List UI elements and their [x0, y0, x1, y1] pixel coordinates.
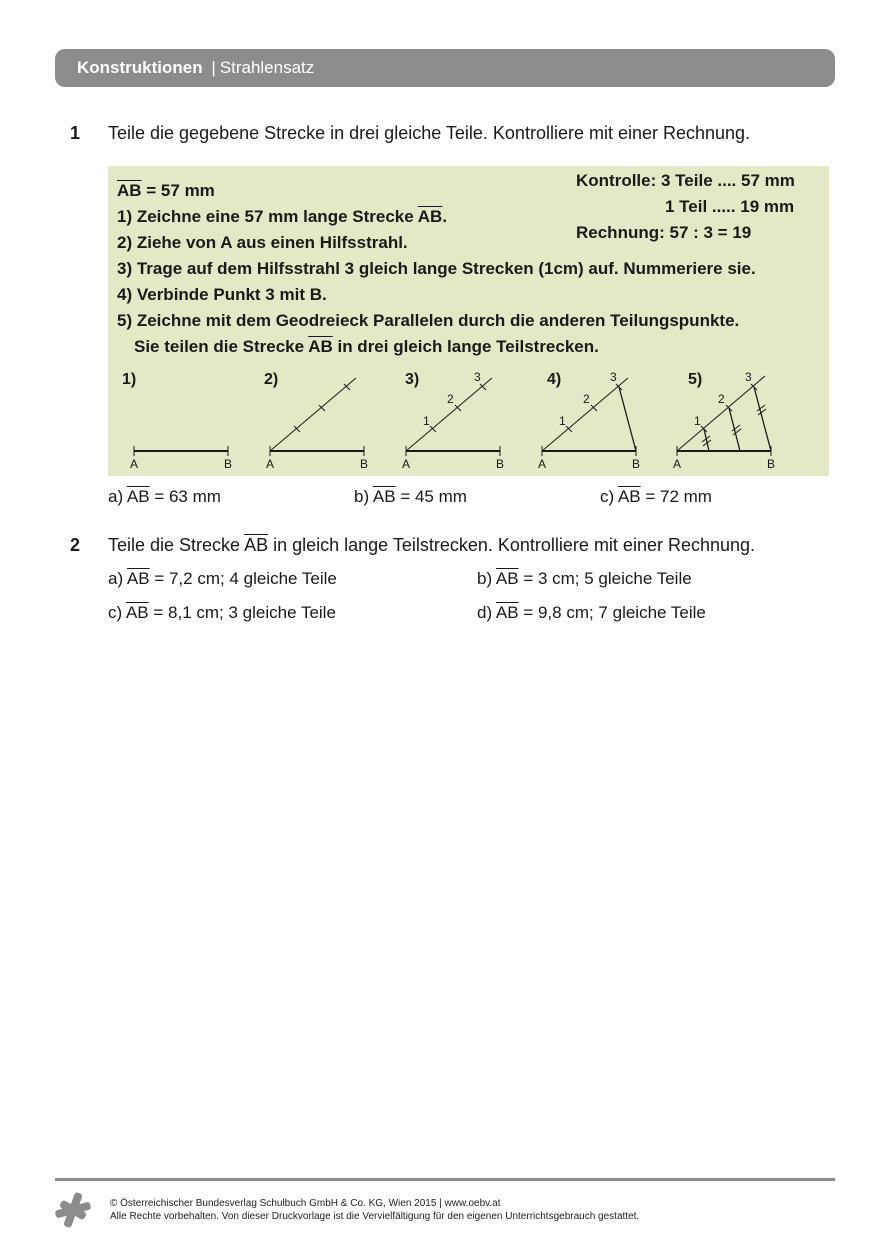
d2-point-a: A — [266, 457, 275, 471]
diagram-3 — [406, 378, 500, 456]
diagram-label-4: 4) — [547, 371, 562, 388]
diagram-5 — [677, 376, 771, 456]
d4-num-2: 2 — [583, 392, 590, 406]
d3-num-3: 3 — [474, 370, 481, 384]
footer-rights: Alle Rechte vorbehalten. Von dieser Druckvorlage ist die Vervielfältigung für den eigenen Unterrichtsgebrauch gestattet. — [110, 1211, 640, 1222]
task1-text: Teile die gegebene Strecke in drei gleiche Teile. Kontrolliere mit einer Rechnung. — [108, 123, 751, 143]
header-bar — [55, 49, 835, 87]
task2-number: 2 — [70, 535, 81, 555]
step-1: 1) Zeichne eine 57 mm lange Strecke $\overline{AB}$. — [117, 207, 448, 226]
check-line-3: Rechnung: 57 : 3 = 19 — [576, 223, 752, 242]
d2-point-b: B — [360, 457, 369, 471]
step-2: 2) Ziehe von A aus einen Hilfsstrahl. — [117, 233, 408, 252]
task1-number: 1 — [70, 123, 81, 143]
d3-point-a: A — [402, 457, 411, 471]
given-length: $\overline{AB} = 57$ mm — [117, 181, 215, 200]
header-title: Konstruktionen — [77, 58, 203, 77]
construction-diagrams — [108, 166, 829, 476]
step-5: 5) Zeichne mit dem Geodreieck Parallelen durch die anderen Teilungspunkte. — [117, 311, 740, 330]
footer-divider — [55, 1178, 835, 1181]
diagram-label-1: 1) — [122, 371, 137, 388]
diagram-label-3: 3) — [405, 371, 420, 388]
header-subtitle: Strahlensatz — [219, 58, 315, 77]
check-line-1: Kontrolle: 3 Teile .... 57 mm — [576, 171, 795, 190]
d3-num-1: 1 — [423, 414, 430, 428]
step-3: 3) Trage auf dem Hilfsstrahl 3 gleich lange Strecken (1cm) auf. Nummeriere sie. — [117, 259, 756, 278]
d3-point-b: B — [496, 457, 505, 471]
task2-subtask-a: a) $\overline{AB} = 7,2$ cm; 4 gleiche Teile — [108, 569, 337, 588]
task2-subtask-c: c) $\overline{AB} = 8,1$ cm; 3 gleiche Teile — [108, 603, 336, 622]
diagram-1 — [134, 446, 228, 456]
footer-copyright: © Österreichischer Bundesverlag Schulbuch GmbH & Co. KG, Wien 2015 | www.oebv.at — [110, 1198, 501, 1209]
d4-point-b: B — [632, 457, 641, 471]
diagram-label-2: 2) — [264, 371, 279, 388]
d5-num-3: 3 — [745, 370, 752, 384]
d4-num-1: 1 — [559, 414, 566, 428]
task2-subtask-b: b) $\overline{AB} = 3$ cm; 5 gleiche Teile — [477, 569, 692, 588]
task1-subtask-b: b) $\overline{AB} = 45$ mm — [354, 487, 467, 506]
example-box — [108, 166, 829, 476]
diagram-4 — [542, 378, 636, 456]
diagram-2 — [270, 378, 364, 456]
d5-point-a: A — [673, 457, 682, 471]
d1-point-a: A — [130, 457, 139, 471]
oebv-logo-icon — [53, 1190, 93, 1230]
diagram-label-5: 5) — [688, 371, 703, 388]
task1-subtask-c: c) $\overline{AB} = 72$ mm — [600, 487, 712, 506]
d3-num-2: 2 — [447, 392, 454, 406]
d1-point-b: B — [224, 457, 233, 471]
step-5-continued: Sie teilen die Strecke $\overline{AB}$ in drei gleich lange Teilstrecken. — [134, 337, 599, 356]
d5-point-b: B — [767, 457, 776, 471]
d4-num-3: 3 — [610, 370, 617, 384]
check-line-2: 1 Teil ..... 19 mm — [665, 197, 795, 216]
d5-num-1: 1 — [694, 414, 701, 428]
task2-text: Teile die Strecke $\overline{AB}$ in gleich lange Teilstrecken. Kontrolliere mit einer Rechnung. — [108, 535, 756, 555]
header-separator: | — [211, 58, 216, 77]
d5-num-2: 2 — [718, 392, 725, 406]
step-4: 4) Verbinde Punkt 3 mit B. — [117, 285, 327, 304]
d4-point-a: A — [538, 457, 547, 471]
task1-subtask-a: a) $\overline{AB} = 63$ mm — [108, 487, 221, 506]
task2-subtask-d: d) $\overline{AB} = 9,8$ cm; 7 gleiche Teile — [477, 603, 706, 622]
